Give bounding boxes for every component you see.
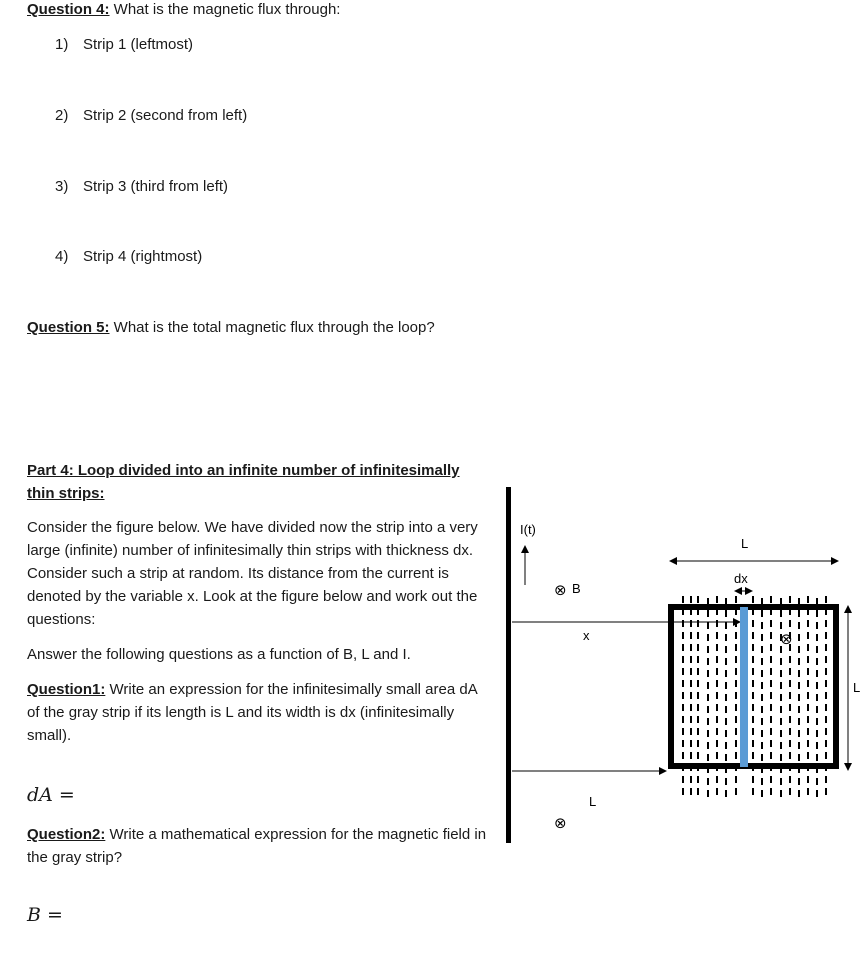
list-item-number: 1) <box>55 36 69 53</box>
x-label: x <box>583 628 590 643</box>
equals-sign: = <box>46 904 63 926</box>
field-lines <box>683 596 826 800</box>
list-item-number: 2) <box>55 107 69 124</box>
loop-distance-label: L <box>589 794 597 809</box>
question-5-label: Question 5: <box>27 319 110 336</box>
question-1-label: Question1: <box>27 681 106 698</box>
width-label: L <box>741 536 749 551</box>
field-into-page-icon: ⊗ <box>554 582 567 599</box>
field-label: B <box>572 581 581 596</box>
part-4-intro: Consider the figure below. We have divided now the strip into a very large (infinite) number of infinitesimally thin strips with thickness dx. Consider such a strip at random. Its distance from the current is denoted by the variable x. Look at the figure below and work out the questions: <box>27 519 478 628</box>
field-into-page-icon: ⊗ <box>780 631 793 648</box>
dA-symbol: dA <box>27 784 53 806</box>
dx-label: dx <box>734 571 748 586</box>
answer-note: Answer the following questions as a function of B, L and I. <box>27 646 411 663</box>
question-2-text: Write a mathematical expression for the magnetic field in the gray strip? <box>27 826 487 866</box>
question-4-text: What is the magnetic flux through: <box>109 1 341 18</box>
question-1-text: Write an expression for the infinitesimally small area dA of the gray strip if its length is L and its width is dx (infinitesimally small). <box>27 681 477 744</box>
equals-sign: = <box>58 784 75 806</box>
B-symbol: B <box>27 904 41 926</box>
height-label: L <box>853 680 861 695</box>
list-item-text: Strip 3 (third from left) <box>83 178 229 195</box>
list-item-text: Strip 1 (leftmost) <box>83 36 194 53</box>
question-5-text: What is the total magnetic flux through the loop? <box>109 319 435 336</box>
part-4-title: Part 4: Loop divided into an infinite number of infinitesimally thin strips: <box>27 462 460 502</box>
field-into-page-icon: ⊗ <box>554 815 567 832</box>
list-item-text: Strip 4 (rightmost) <box>83 248 203 265</box>
question-2-label: Question2: <box>27 826 106 843</box>
list-item-text: Strip 2 (second from left) <box>83 107 248 124</box>
list-item-number: 4) <box>55 248 69 265</box>
list-item-number: 3) <box>55 178 69 195</box>
question-4-label: Question 4: <box>27 1 110 18</box>
current-wire <box>506 487 511 843</box>
thin-strip <box>740 607 748 767</box>
current-label: I(t) <box>520 522 536 537</box>
